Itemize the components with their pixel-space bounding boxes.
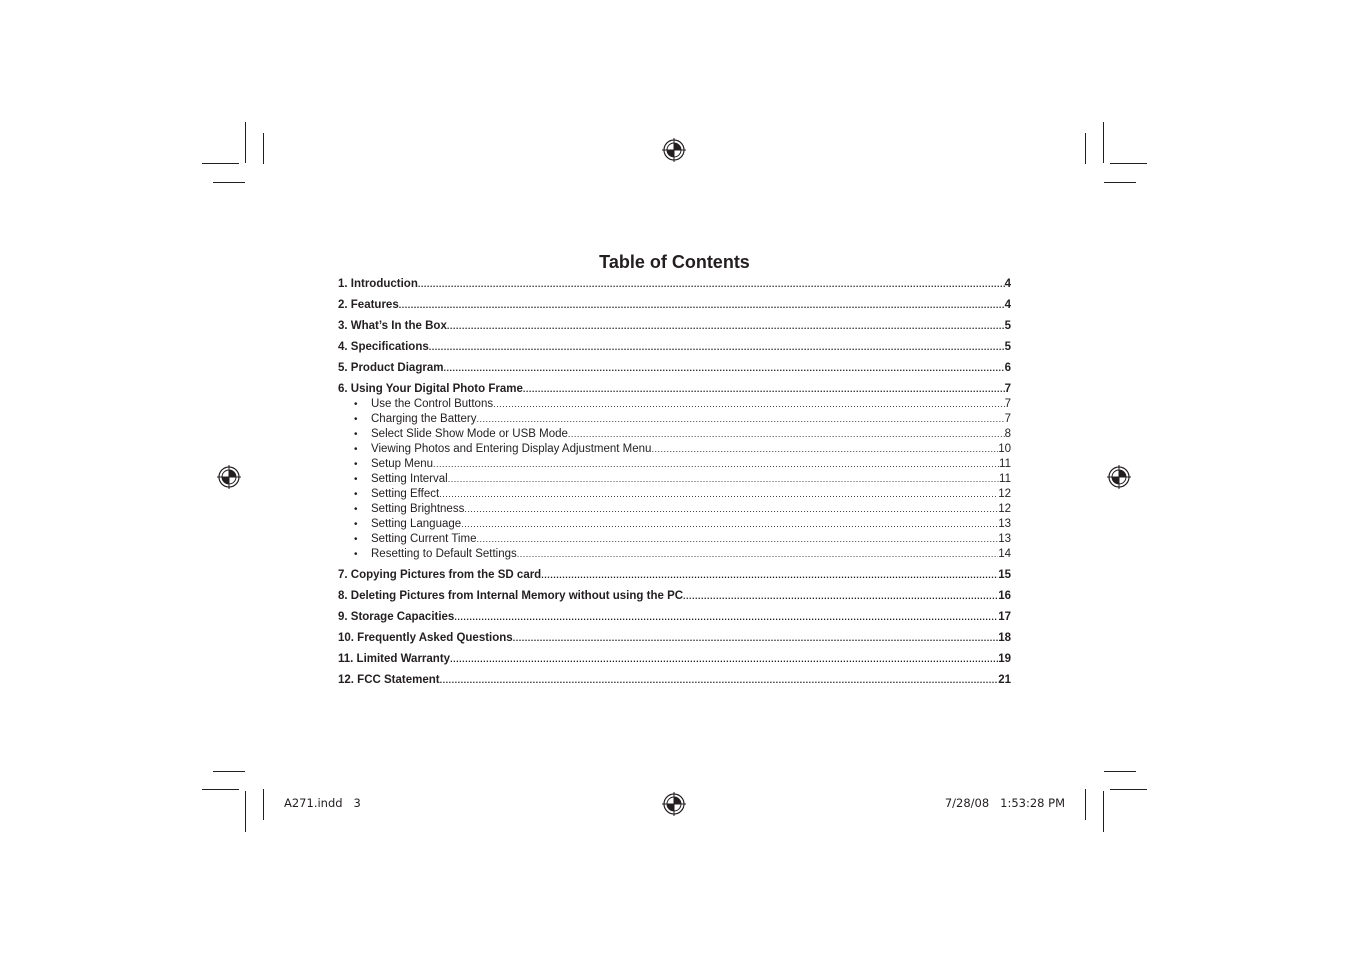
dot-leader <box>541 569 998 581</box>
dot-leader <box>429 341 1005 353</box>
toc-entry-label: 7. Copying Pictures from the SD card <box>338 569 542 581</box>
toc-entry-label: 5. Product Diagram <box>338 362 444 374</box>
dot-leader <box>568 428 1005 440</box>
registration-mark-icon <box>217 465 241 489</box>
toc-entry-page: 5 <box>1004 341 1011 353</box>
toc-entry[interactable] <box>338 590 1011 605</box>
dot-leader <box>517 548 998 560</box>
crop-mark <box>1104 771 1136 772</box>
bullet-icon: • <box>354 534 358 545</box>
toc-entry-page: 19 <box>998 653 1011 665</box>
dot-leader <box>513 632 999 644</box>
crop-mark <box>202 163 239 164</box>
toc-subentry[interactable] <box>338 518 1011 533</box>
dot-leader <box>464 503 998 515</box>
toc-subentry-label: Setting Effect <box>371 488 440 500</box>
crop-mark <box>245 122 246 163</box>
toc-subentry[interactable] <box>338 548 1011 563</box>
crop-mark <box>213 182 245 183</box>
toc-subentry-label: Setting Brightness <box>371 503 465 515</box>
toc-entry-page: 4 <box>1004 278 1011 290</box>
crop-mark <box>1104 182 1136 183</box>
crop-mark <box>1103 122 1104 163</box>
dot-leader <box>461 518 998 530</box>
toc-entry-label: 6. Using Your Digital Photo Frame <box>338 383 523 395</box>
toc-subentry[interactable] <box>338 398 1011 413</box>
toc-entry[interactable] <box>338 632 1011 647</box>
toc-subentry[interactable] <box>338 473 1011 488</box>
toc-entry-page: 7 <box>1004 383 1011 395</box>
dot-leader <box>683 590 998 602</box>
toc-subentry-label: Setup Menu <box>371 458 434 470</box>
crop-mark <box>1103 791 1104 832</box>
toc-subentry-label: Use the Control Buttons <box>371 398 494 410</box>
toc-entry[interactable] <box>338 569 1011 584</box>
crop-mark <box>202 789 239 790</box>
toc-subentry-page: 14 <box>998 548 1011 560</box>
crop-mark <box>1085 133 1086 164</box>
dot-leader <box>448 473 999 485</box>
dot-leader <box>493 398 1005 410</box>
toc-subentry[interactable] <box>338 458 1011 473</box>
toc-subentry-page: 8 <box>1004 428 1011 440</box>
toc-entry-label: 10. Frequently Asked Questions <box>338 632 513 644</box>
toc-entry[interactable] <box>338 383 1011 398</box>
toc-subentry-label: Setting Current Time <box>371 533 477 545</box>
bullet-icon: • <box>354 504 358 515</box>
toc-subentry[interactable] <box>338 443 1011 458</box>
toc-entry[interactable] <box>338 674 1011 689</box>
dot-leader <box>454 611 998 623</box>
toc-subentry-label: Resetting to Default Settings <box>371 548 517 560</box>
registration-mark-icon <box>662 138 686 162</box>
toc-subentry-page: 13 <box>998 533 1011 545</box>
toc-subentry-page: 12 <box>998 488 1011 500</box>
slug-file-info: A271.indd 3 <box>284 796 361 810</box>
dot-leader <box>651 443 998 455</box>
dot-leader <box>439 488 998 500</box>
dot-leader <box>440 674 999 686</box>
toc-subentry[interactable] <box>338 428 1011 443</box>
toc-entry-label: 8. Deleting Pictures from Internal Memory without using the PC <box>338 590 684 602</box>
registration-mark-icon <box>1107 465 1131 489</box>
bullet-icon: • <box>354 444 358 455</box>
toc-subentry-page: 13 <box>998 518 1011 530</box>
toc-entry-label: 2. Features <box>338 299 399 311</box>
dot-leader <box>418 278 1005 290</box>
bullet-icon: • <box>354 519 358 530</box>
toc-entry-label: 9. Storage Capacities <box>338 611 455 623</box>
toc-entry[interactable] <box>338 362 1011 377</box>
toc-subentry-page: 7 <box>1004 413 1011 425</box>
dot-leader <box>433 458 999 470</box>
toc-entry-label: 3. What’s In the Box <box>338 320 447 332</box>
crop-mark <box>213 771 245 772</box>
bullet-icon: • <box>354 549 358 560</box>
toc-entry-page: 4 <box>1004 299 1011 311</box>
toc-entry[interactable] <box>338 278 1011 293</box>
bullet-icon: • <box>354 414 358 425</box>
toc-entry-page: 16 <box>998 590 1011 602</box>
toc-subentry-label: Setting Language <box>371 518 462 530</box>
toc-entry-label: 12. FCC Statement <box>338 674 440 686</box>
toc-entry[interactable] <box>338 341 1011 356</box>
bullet-icon: • <box>354 429 358 440</box>
toc-subentry-page: 7 <box>1004 398 1011 410</box>
toc-entry[interactable] <box>338 653 1011 668</box>
toc-entry-page: 5 <box>1004 320 1011 332</box>
toc-subentry-label: Viewing Photos and Entering Display Adjustment Menu <box>371 443 652 455</box>
toc-subentry[interactable] <box>338 413 1011 428</box>
toc-entry-page: 17 <box>998 611 1011 623</box>
toc-entry-label: 11. Limited Warranty <box>338 653 451 665</box>
bullet-icon: • <box>354 474 358 485</box>
toc-entry[interactable] <box>338 320 1011 335</box>
toc-entry[interactable] <box>338 611 1011 626</box>
toc-subentry-page: 12 <box>998 503 1011 515</box>
toc-entry-label: 1. Introduction <box>338 278 418 290</box>
toc-subentry-page: 11 <box>999 473 1011 485</box>
page-title: Table of Contents <box>599 252 750 272</box>
toc-entry-page: 6 <box>1004 362 1011 374</box>
dot-leader <box>447 320 1005 332</box>
toc-subentry-label: Charging the Battery <box>371 413 477 425</box>
dot-leader <box>523 383 1005 395</box>
toc-entry[interactable] <box>338 299 1011 314</box>
bullet-icon: • <box>354 399 358 410</box>
toc-subentry-label: Setting Interval <box>371 473 448 485</box>
crop-mark <box>1085 789 1086 820</box>
toc-entry-page: 15 <box>998 569 1011 581</box>
toc-entry-page: 21 <box>998 674 1011 686</box>
crop-mark <box>1110 789 1147 790</box>
crop-mark <box>263 133 264 164</box>
toc-entry-page: 18 <box>998 632 1011 644</box>
toc-subentry-page: 10 <box>998 443 1011 455</box>
toc-subentry-label: Select Slide Show Mode or USB Mode <box>371 428 568 440</box>
bullet-icon: • <box>354 489 358 500</box>
dot-leader <box>476 413 1004 425</box>
crop-mark <box>1110 163 1147 164</box>
crop-mark <box>263 789 264 820</box>
dot-leader <box>450 653 998 665</box>
toc-subentry[interactable] <box>338 533 1011 548</box>
toc-subentry-page: 11 <box>999 458 1011 470</box>
toc-subentry[interactable] <box>338 488 1011 503</box>
crop-mark <box>245 791 246 832</box>
dot-leader <box>399 299 1005 311</box>
dot-leader <box>476 533 998 545</box>
toc-entry-label: 4. Specifications <box>338 341 429 353</box>
slug-timestamp: 7/28/08 1:53:28 PM <box>944 796 1065 810</box>
toc-subentry[interactable] <box>338 503 1011 518</box>
table-of-contents <box>338 278 1011 689</box>
bullet-icon: • <box>354 459 358 470</box>
dot-leader <box>443 362 1004 374</box>
registration-mark-icon <box>662 792 686 816</box>
